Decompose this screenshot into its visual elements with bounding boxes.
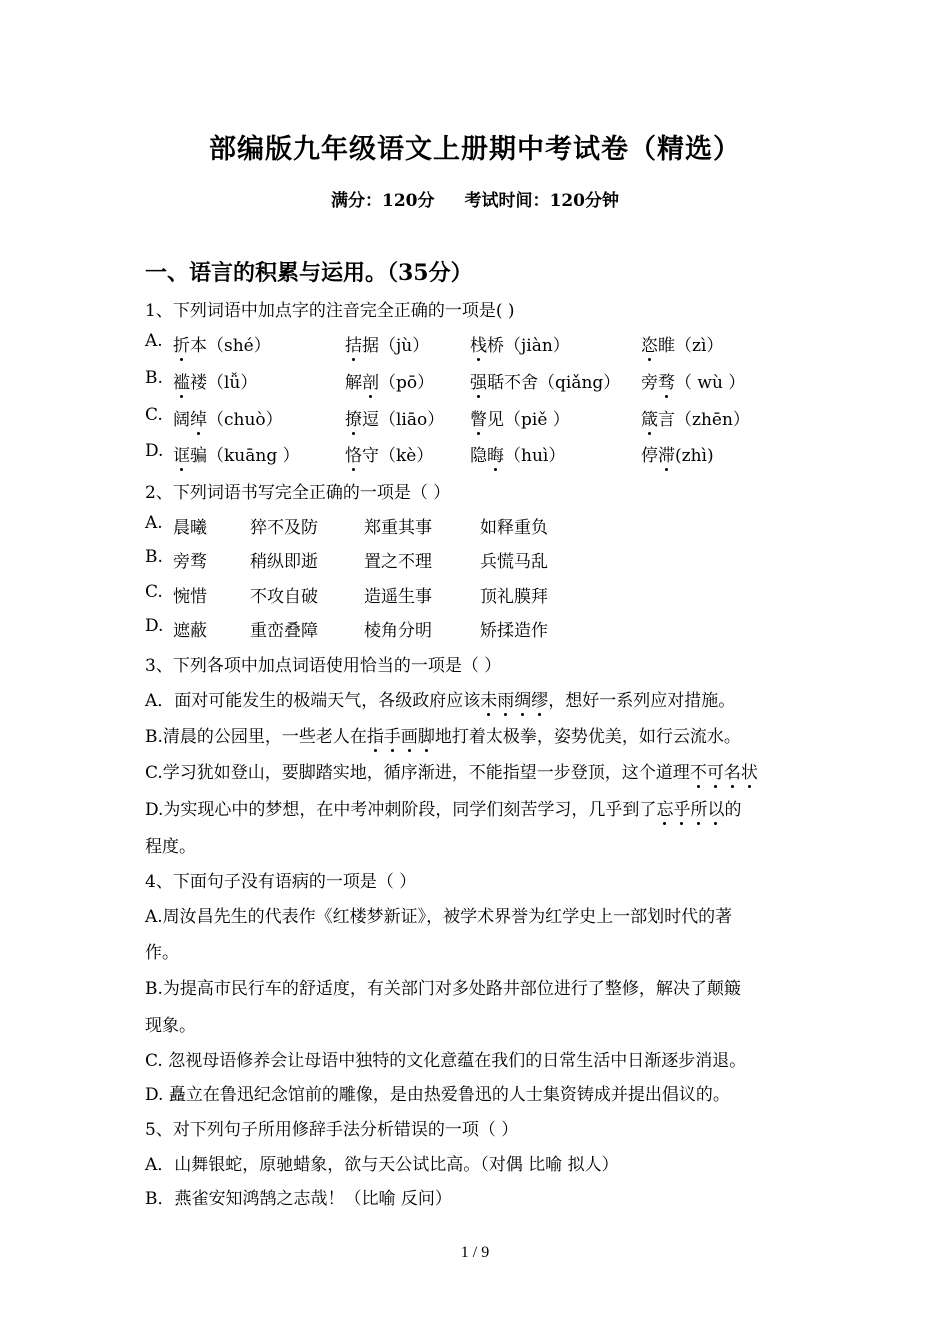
section-heading: 一、语言的积累与运用。（35分） xyxy=(145,260,473,286)
option-label: A. xyxy=(145,331,163,351)
q3-c-dotted xyxy=(690,763,758,783)
q5-option-a: A．山舞银蛇，原驰蜡象，欲与天公试比高。（对偶 比喻 拟人） xyxy=(145,1155,619,1175)
q4-option-b: B.为提高市民行车的舒适度，有关部门对多处路井部位进行了整修，解决了颠簸 xyxy=(145,979,741,999)
emphasis-dot-char: 滞 xyxy=(658,441,675,466)
emphasis-dot-char: 乎 xyxy=(673,795,690,820)
emphasis-dot-char: 可 xyxy=(707,758,724,783)
q1-item: 拮据（jù） xyxy=(345,331,429,356)
q2-word: 棱角分明 xyxy=(364,621,432,641)
q3-option-d: D.为实现心中的梦想，在中考冲刺阶段，同学们刻苦学习，几乎到了忘乎所以的 xyxy=(145,795,741,820)
q1-item: 撩逗（liāo） xyxy=(345,405,444,430)
q2-stem: 2、下列词语书写完全正确的一项是（ ） xyxy=(145,483,451,503)
emphasis-dot-char: 绸 xyxy=(514,686,531,711)
q1-item: 瞥见（piě ） xyxy=(470,405,570,430)
q3-a-dotted xyxy=(480,691,548,711)
emphasis-dot-char: 褴 xyxy=(173,368,190,393)
emphasis-dot-char: 骛 xyxy=(658,368,675,393)
emphasis-dot-char: 手 xyxy=(384,722,401,747)
emphasis-dot-char: 恣 xyxy=(641,331,658,356)
q2-word: 造遥生事 xyxy=(364,587,432,607)
q4-stem: 4、下面句子没有语病的一项是（ ） xyxy=(145,872,417,892)
q2-word: 矫揉造作 xyxy=(480,621,548,641)
q5-stem: 5、对下列句子所用修辞手法分析错误的一项（ ） xyxy=(145,1120,519,1140)
q4-option-a: A.周汝昌先生的代表作《红楼梦新证》，被学术界誉为红学史上一部划时代的著 xyxy=(145,907,733,927)
emphasis-dot-char: 诓 xyxy=(173,441,190,466)
emphasis-dot-char: 画 xyxy=(401,722,418,747)
option-label: D. xyxy=(145,616,164,636)
q3-b-dotted xyxy=(367,727,435,747)
q3-option-c: C.学习犹如登山，要脚踏实地，循序渐进，不能指望一步登顶，这个道理不可名状 xyxy=(145,758,758,783)
q3-option-b: B.清晨的公园里，一些老人在指手画脚地打着太极拳，姿势优美，如行云流水。 xyxy=(145,722,741,747)
emphasis-dot-char: 恪 xyxy=(345,441,362,466)
page-number: 1 / 9 xyxy=(460,1244,490,1261)
q2-word: 稍纵即逝 xyxy=(250,552,318,572)
q2-word: 重峦叠障 xyxy=(250,621,318,641)
q1-item: 恪守（kè） xyxy=(345,441,433,466)
emphasis-dot-char: 忘 xyxy=(656,795,673,820)
q4-option-b-cont: 现象。 xyxy=(145,1016,196,1036)
exam-time: 考试时间：120分钟 xyxy=(464,191,619,211)
q1-item: 阔绰（chuò） xyxy=(173,405,283,430)
page-title: 部编版九年级语文上册期中考试卷（精选） xyxy=(209,134,741,165)
emphasis-dot-char: 剖 xyxy=(362,368,379,393)
emphasis-dot-char: 指 xyxy=(367,722,384,747)
emphasis-dot-char: 强 xyxy=(470,368,487,393)
emphasis-dot-char: 折 xyxy=(173,331,190,356)
q2-word: 如释重负 xyxy=(480,518,548,538)
emphasis-dot-char: 绰 xyxy=(190,405,207,430)
q1-item: 折本（shé） xyxy=(173,331,271,356)
q1-item: 栈桥（jiàn） xyxy=(470,331,570,356)
emphasis-dot-char: 晦 xyxy=(487,441,504,466)
option-label: C. xyxy=(145,582,163,602)
option-label: D. xyxy=(145,441,164,461)
q2-word: 猝不及防 xyxy=(250,518,318,538)
full-score: 满分：120分 xyxy=(331,191,435,211)
option-label: B. xyxy=(145,368,163,388)
emphasis-dot-char: 瞥 xyxy=(470,405,487,430)
q3-option-d-cont: 程度。 xyxy=(145,837,196,857)
q1-item: 停滞(zhì) xyxy=(641,441,714,466)
emphasis-dot-char: 不 xyxy=(690,758,707,783)
q2-word: 兵慌马乱 xyxy=(480,552,548,572)
q1-item: 诓骗（kuāng ） xyxy=(173,441,300,466)
q2-word: 顶礼膜拜 xyxy=(480,587,548,607)
emphasis-dot-char: 未 xyxy=(480,686,497,711)
emphasis-dot-char: 脚 xyxy=(418,722,435,747)
emphasis-dot-char: 箴 xyxy=(641,405,658,430)
q2-word: 不攻自破 xyxy=(250,587,318,607)
q2-word: 置之不理 xyxy=(364,552,432,572)
emphasis-dot-char: 拮 xyxy=(345,331,362,356)
q1-item: 强聒不舍（qiǎng） xyxy=(470,368,620,393)
q4-option-a-cont: 作。 xyxy=(145,943,179,963)
emphasis-dot-char: 雨 xyxy=(497,686,514,711)
option-label: A. xyxy=(145,513,163,533)
q1-item: 隐晦（huì） xyxy=(470,441,565,466)
emphasis-dot-char: 缪 xyxy=(531,686,548,711)
emphasis-dot-char: 状 xyxy=(741,758,758,783)
emphasis-dot-char: 名 xyxy=(724,758,741,783)
emphasis-dot-char: 以 xyxy=(707,795,724,820)
q2-word: 遮蔽 xyxy=(173,621,207,641)
q2-word: 惋惜 xyxy=(173,587,207,607)
q2-word: 晨曦 xyxy=(173,518,207,538)
option-label: B. xyxy=(145,547,163,567)
q2-word: 旁骛 xyxy=(173,552,207,572)
q1-item: 箴言（zhēn） xyxy=(641,405,750,430)
q2-word: 郑重其事 xyxy=(364,518,432,538)
q5-option-b: B．燕雀安知鸿鹄之志哉！（比喻 反问） xyxy=(145,1189,452,1209)
emphasis-dot-char: 所 xyxy=(690,795,707,820)
exam-info xyxy=(0,186,950,211)
q4-option-c: C. 忽视母语修养会让母语中独特的文化意蕴在我们的日常生活中日渐逐步消退。 xyxy=(145,1051,747,1071)
q3-d-dotted xyxy=(656,800,724,820)
q3-stem: 3、下列各项中加点词语使用恰当的一项是（ ） xyxy=(145,656,502,676)
option-label: C. xyxy=(145,405,163,425)
q1-stem: 1、下列词语中加点字的注音完全正确的一项是( ) xyxy=(145,301,515,321)
q3-option-a: A．面对可能发生的极端天气，各级政府应该未雨绸缪，想好一系列应对措施。 xyxy=(145,686,735,711)
q1-item: 褴褛（lǚ） xyxy=(173,368,257,393)
emphasis-dot-char: 撩 xyxy=(345,405,362,430)
emphasis-dot-char: 栈 xyxy=(470,331,487,356)
q1-item: 解剖（pō） xyxy=(345,368,434,393)
q4-option-d: D. 矗立在鲁迅纪念馆前的雕像，是由热爱鲁迅的人士集资铸成并提出倡议的。 xyxy=(145,1085,730,1105)
q1-item: 恣睢（zì） xyxy=(641,331,723,356)
q1-item: 旁骛（ wù ） xyxy=(641,368,745,393)
